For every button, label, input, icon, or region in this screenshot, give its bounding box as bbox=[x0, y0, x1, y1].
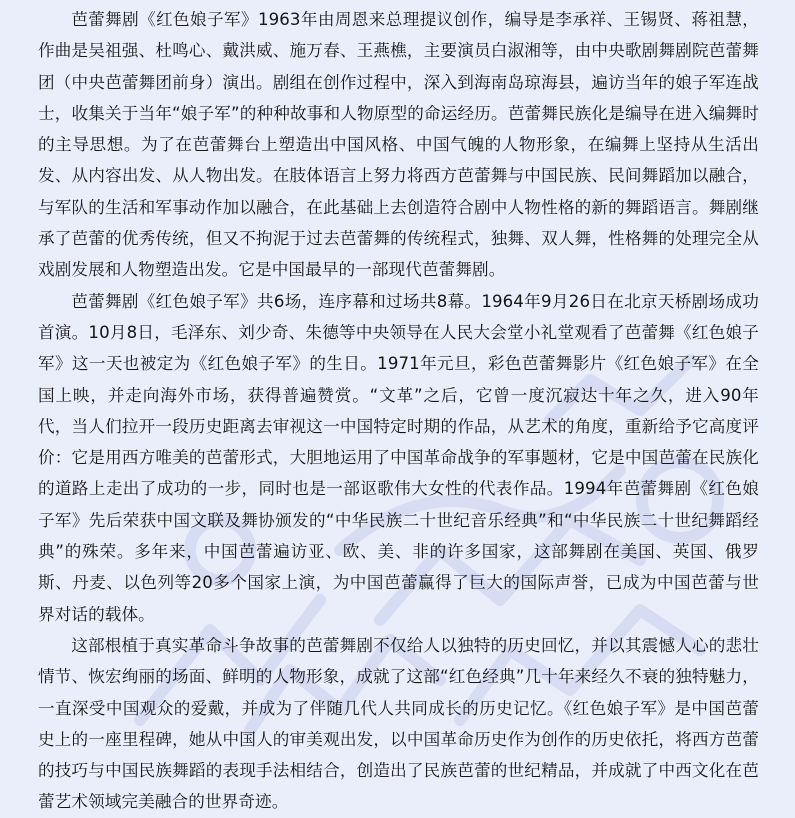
paragraph-2: 芭蕾舞剧《红色娘子军》共6场，连序幕和过场共8幕。1964年9月26日在北京天桥剧场成功首演。10月8日，毛泽东、刘少奇、朱德等中央领导在人民大会堂小礼堂观看了芭蕾舞《红色娘子军》这一天也被定为《红色娘子军》的生日。1971年元旦，彩色芭蕾舞影片《红色娘子军》在全国上映，并走向海外市场，获得普遍赞赏。“文革”之后，它曾一度沉寂达十年之久，进入90年代，当人们拉开一段历史距离去审视这一中国特定时期的作品，从艺术的角度，重新给予它高度评价：它是用西方唯美的芭蕾形式，大胆地运用了中国革命战争的军事题材，它是中国芭蕾在民族化的道路上走出了成功的一步，同时也是一部讴歌伟大女性的代表作品。1994年芭蕾舞剧《红色娘子军》先后荣获中国文联及舞协颁发的“中华民族二十世纪音乐经典”和“中华民族二十世纪舞蹈经典”的殊荣。多年来，中国芭蕾遍访亚、欧、美、非的许多国家，这部舞剧在美国、英国、俄罗斯、丹麦、以色列等20多个国家上演，为中国芭蕾赢得了巨大的国际声誉，已成为中国芭蕾与世界对话的载体。 bbox=[38, 291, 759, 624]
paragraph-3: 这部根植于真实革命斗争故事的芭蕾舞剧不仅给人以独特的历史回忆，并以其震憾人心的悲壮情节、恢宏绚丽的场面、鲜明的人物形象，成就了这部“红色经典”几十年来经久不衰的独特魅力，一直深受中国观众的爱戴，并成为了伴随几代人共同成长的历史记忆。《红色娘子军》是中国芭蕾史上的一座里程碑，她从中国人的审美观出发，以中国革命历史作为创作的历史依托，将西方芭蕾的技巧与中国民族舞蹈的表现手法相结合，创造出了民族芭蕾的世纪精品，并成就了中西文化在芭蕾艺术领域完美融合的世界奇迹。 bbox=[38, 635, 759, 812]
paragraph-1: 芭蕾舞剧《红色娘子军》1963年由周恩来总理提议创作，编导是李承祥、王锡贤、蒋祖慧，作曲是吴祖强、杜鸣心、戴洪威、施万春、王燕樵，主要演员白淑湘等，由中央歌剧舞剧院芭蕾舞团（中央芭蕾舞团前身）演出。剧组在创作过程中，深入到海南岛琼海县，遍访当年的娘子军连战士，收集关于当年“娘子军”的种种故事和人物原型的命运经历。芭蕾舞民族化是编导在进入编舞时的主导思想。为了在芭蕾舞台上塑造出中国风格、中国气魄的人物形象，在编舞上坚持从生活出发、从内容出发、从人物出发。在肢体语言上努力将西方芭蕾舞与中国民族、民间舞蹈加以融合，与军队的生活和军事动作加以融合，在此基础上去创造符合剧中人物性格的新的舞蹈语言。舞剧继承了芭蕾的优秀传统，但又不拘泥于过去芭蕾舞的传统程式，独舞、双人舞，性格舞的处理完全从戏剧发展和人物塑造出发。它是中国最早的一部现代芭蕾舞剧。 bbox=[38, 10, 759, 280]
